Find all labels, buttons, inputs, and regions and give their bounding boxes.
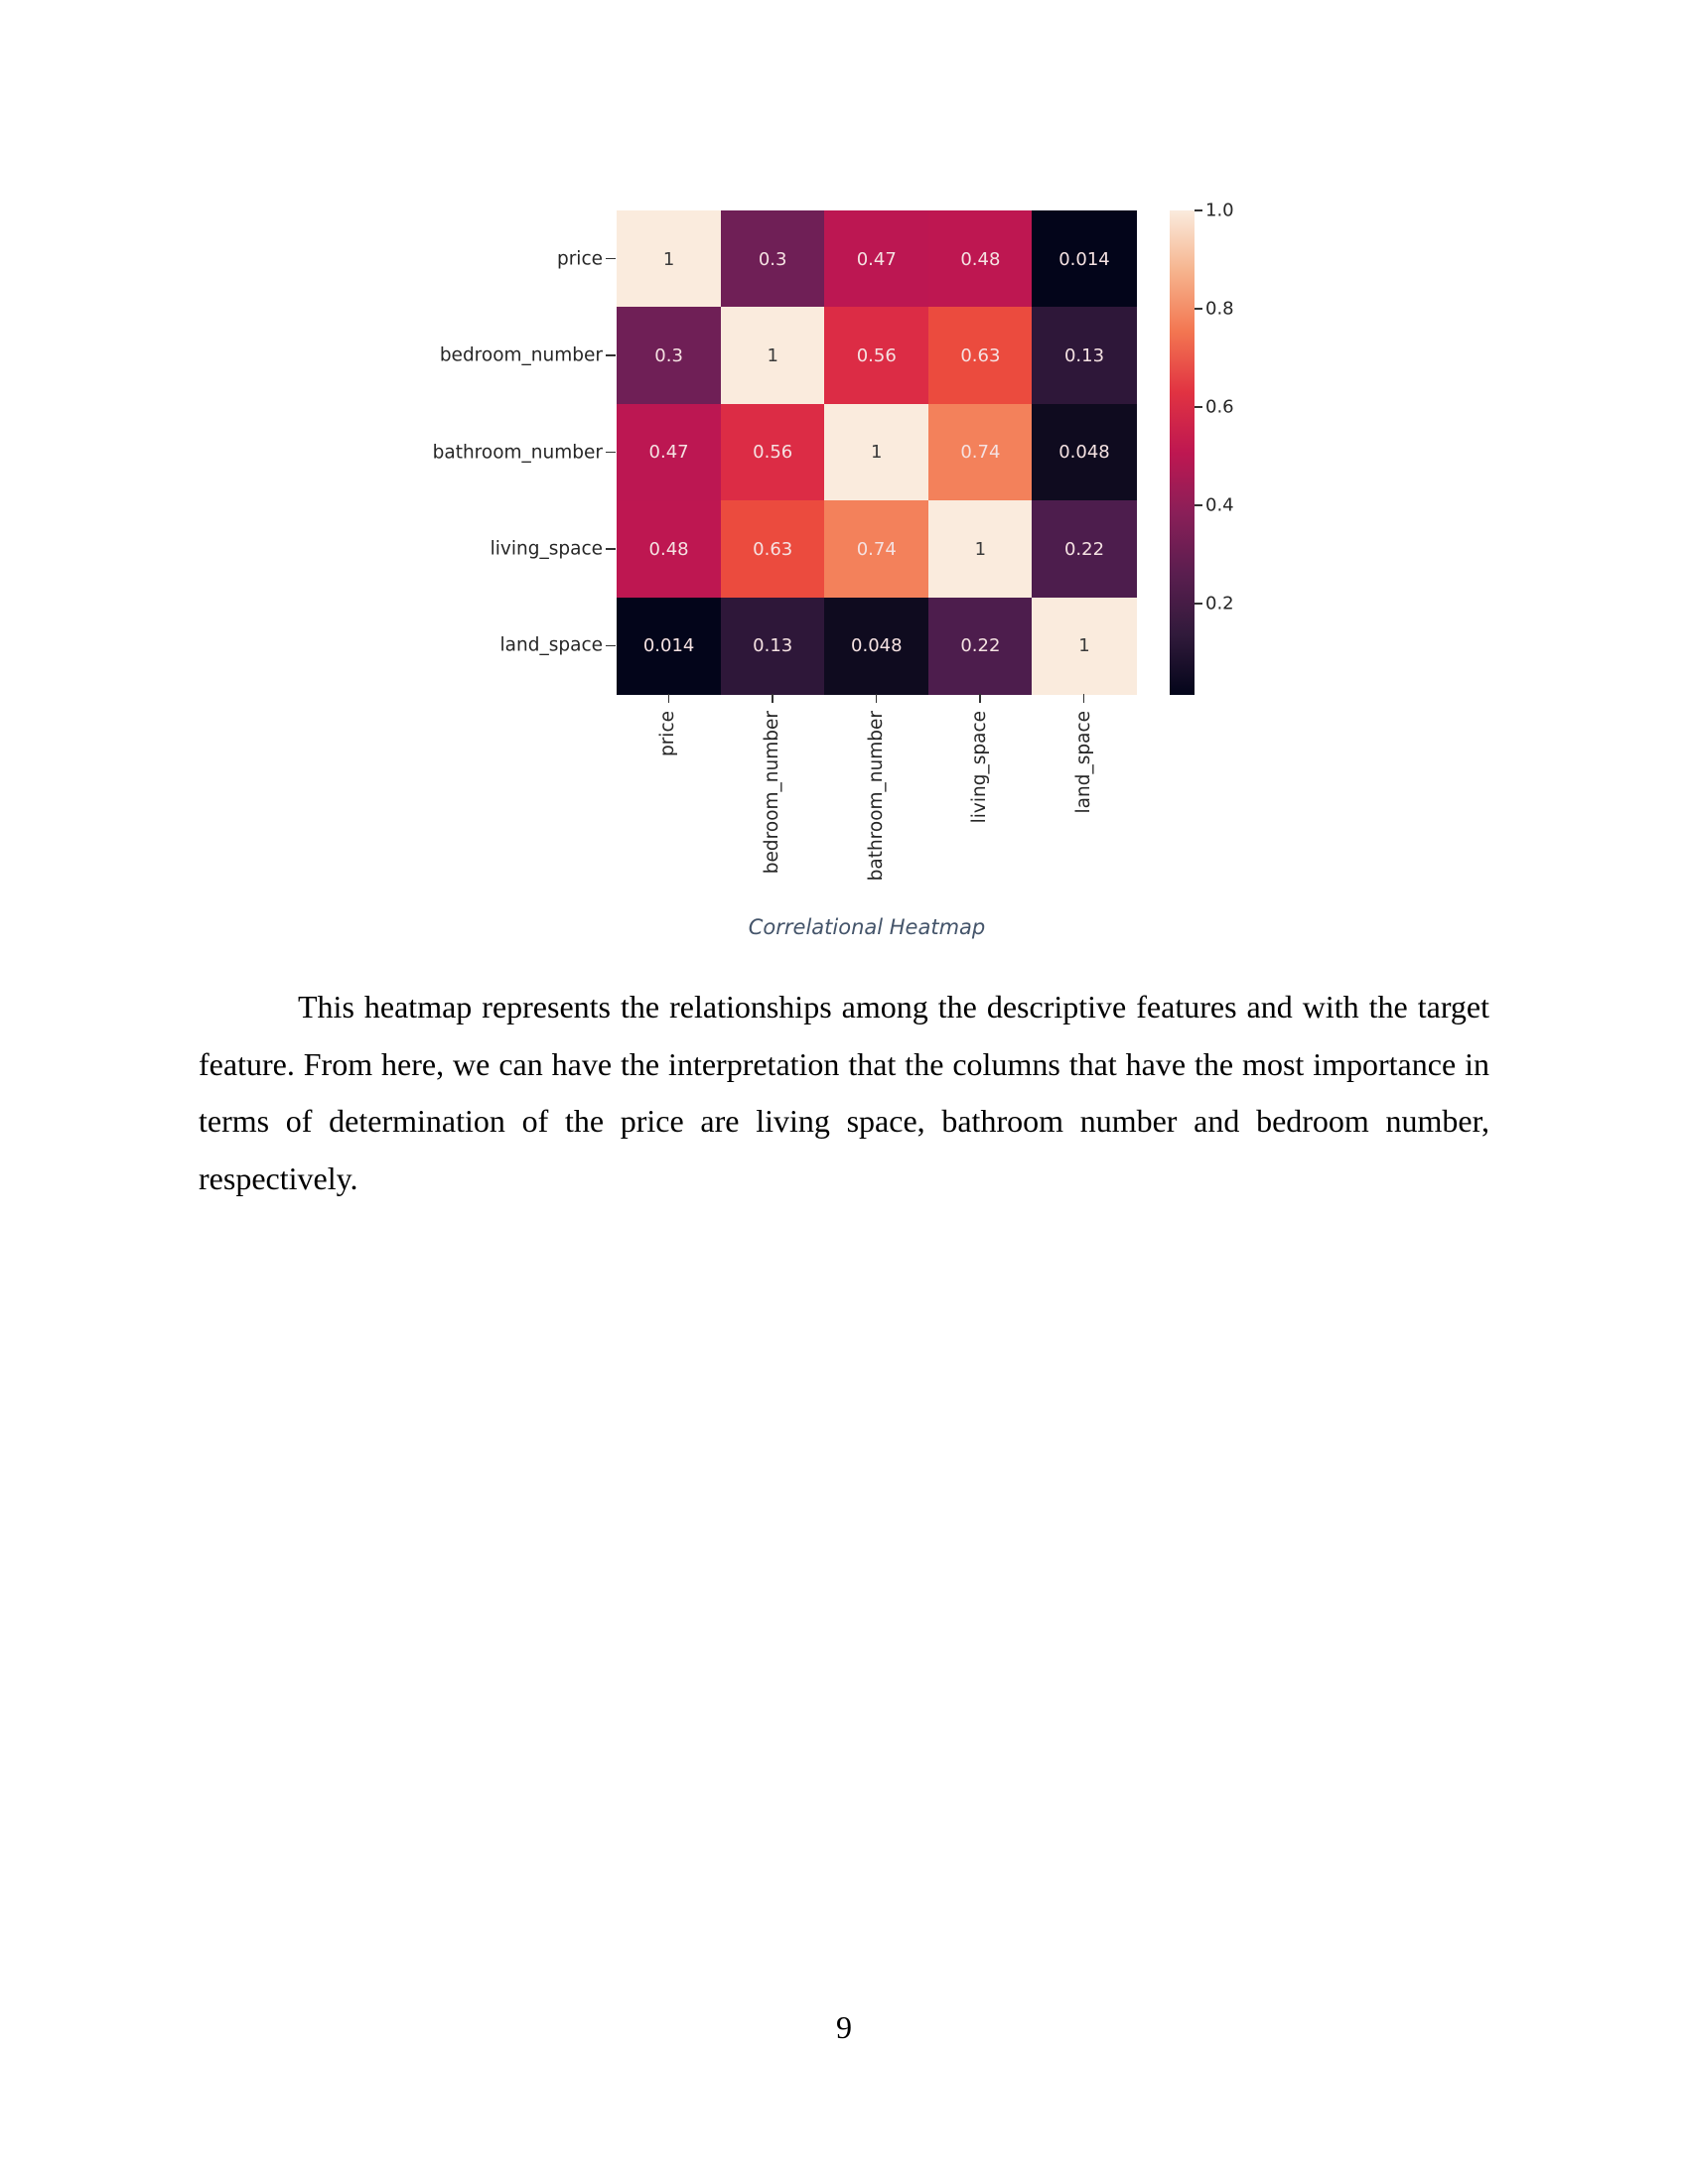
x-axis-label: bathroom_number xyxy=(865,711,887,882)
heatmap-cell: 1 xyxy=(617,210,721,308)
heatmap-cell: 0.56 xyxy=(824,307,928,404)
heatmap-colorbar xyxy=(1170,210,1195,695)
y-axis-label: bathroom_number xyxy=(432,442,603,463)
heatmap-figure xyxy=(0,0,1688,973)
x-tick-mark xyxy=(772,694,774,703)
heatmap-cell: 0.63 xyxy=(928,307,1033,404)
colorbar-tick-label: 0.6 xyxy=(1205,396,1234,418)
heatmap-cell: 0.63 xyxy=(721,500,825,598)
heatmap-cell: 1 xyxy=(1032,598,1136,695)
y-tick-mark xyxy=(606,548,616,550)
colorbar-tick-mark xyxy=(1195,504,1202,506)
heatmap-cell: 1 xyxy=(721,307,825,404)
heatmap-cell: 0.47 xyxy=(824,210,928,308)
heatmap-cell: 0.3 xyxy=(721,210,825,308)
colorbar-tick-label: 1.0 xyxy=(1205,200,1234,221)
page-number: 9 xyxy=(836,2009,852,2045)
heatmap-cell: 0.3 xyxy=(617,307,721,404)
heatmap-cell: 0.22 xyxy=(928,598,1033,695)
y-axis-label: bedroom_number xyxy=(439,344,603,366)
heatmap-cell: 0.22 xyxy=(1032,500,1136,598)
heatmap-cell: 1 xyxy=(928,500,1033,598)
y-axis-label: living_space xyxy=(490,538,603,560)
heatmap-cell: 0.48 xyxy=(617,500,721,598)
x-tick-mark xyxy=(876,694,878,703)
x-tick-mark xyxy=(1083,694,1085,703)
x-axis-label: bedroom_number xyxy=(761,711,782,875)
heatmap-cell: 0.014 xyxy=(617,598,721,695)
heatmap-cell: 1 xyxy=(824,404,928,501)
heatmap-cell: 0.56 xyxy=(721,404,825,501)
y-axis-label: price xyxy=(556,248,603,270)
heatmap-cell: 0.13 xyxy=(1032,307,1136,404)
y-tick-mark xyxy=(606,354,616,356)
heatmap-cell: 0.74 xyxy=(824,500,928,598)
heatmap-grid xyxy=(617,210,1136,694)
colorbar-tick-mark xyxy=(1195,406,1202,408)
colorbar-tick-label: 0.4 xyxy=(1205,494,1234,516)
colorbar-tick-mark xyxy=(1195,603,1202,605)
body-paragraph: This heatmap represents the relationships among the descriptive features and with the target feature. From here, we can have the interpretation that the columns that have the most importance in terms of determination of the price are living space, bathroom number and bedroom number, respectively. xyxy=(199,989,1489,1196)
y-tick-mark xyxy=(606,258,616,260)
x-tick-mark xyxy=(979,694,981,703)
heatmap-cell: 0.048 xyxy=(1032,404,1136,501)
y-tick-mark xyxy=(606,452,616,454)
figure-caption: Correlational Heatmap xyxy=(748,915,986,939)
colorbar-tick-label: 0.2 xyxy=(1205,593,1234,614)
y-tick-mark xyxy=(606,645,616,647)
heatmap-cell: 0.048 xyxy=(824,598,928,695)
x-tick-mark xyxy=(668,694,670,703)
x-axis-label: living_space xyxy=(969,711,991,824)
x-axis-label: land_space xyxy=(1072,711,1094,814)
colorbar-tick-label: 0.8 xyxy=(1205,298,1234,320)
heatmap-cell: 0.48 xyxy=(928,210,1033,308)
heatmap-cell: 0.13 xyxy=(721,598,825,695)
heatmap-cell: 0.47 xyxy=(617,404,721,501)
colorbar-tick-mark xyxy=(1195,209,1202,211)
y-axis-label: land_space xyxy=(499,634,603,656)
heatmap-cell: 0.74 xyxy=(928,404,1033,501)
colorbar-tick-mark xyxy=(1195,308,1202,310)
x-axis-label: price xyxy=(657,711,679,757)
heatmap-cell: 0.014 xyxy=(1032,210,1136,308)
